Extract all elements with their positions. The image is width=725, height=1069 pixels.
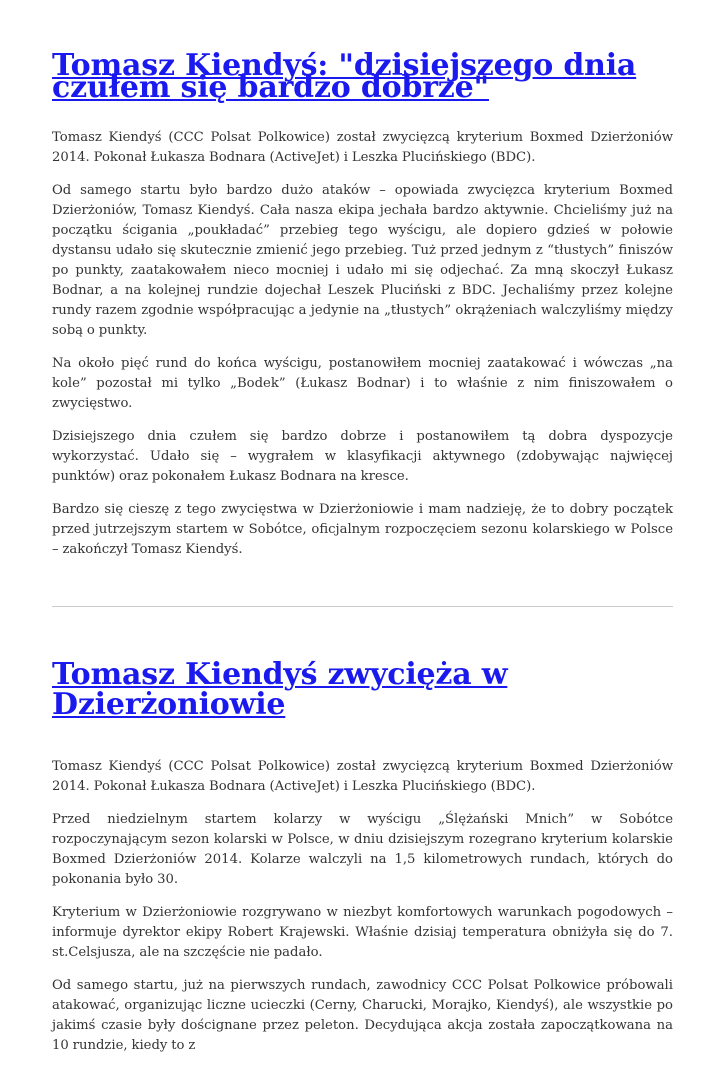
article-paragraph: Tomasz Kiendyś (CCC Polsat Polkowice) został zwycięzcą kryterium Boxmed Dzierżoniów 2014. Pokonał Łukasza Bodnara (ActiveJet) i Leszka Plucińskiego (BDC). — [52, 759, 673, 794]
article-title-link[interactable]: Tomasz Kiendyś: "dzisiejszego dnia czułem się bardzo dobrze" — [52, 48, 637, 105]
article-paragraph: Od samego startu, już na pierwszych rundach, zawodnicy CCC Polsat Polkowice próbowali atakować, organizując liczne ucieczki (Cerny, Charucki, Morajko, Kiendyś), ale wszystkie po jakimś czasie były doścignane przez peleton. Decydująca akcja została zapoczątkowana na 10 rundzie, kiedy to z — [52, 978, 673, 1053]
article-body — [52, 757, 673, 1056]
article-paragraph: Tomasz Kiendyś (CCC Polsat Polkowice) został zwycięzcą kryterium Boxmed Dzierżoniów 2014. Pokonał Łukasza Bodnara (ActiveJet) i Leszka Plucińskiego (BDC). — [52, 130, 673, 165]
article-2 — [52, 657, 673, 1056]
article-paragraph: Kryterium w Dzierżoniowie rozgrywano w niezbyt komfortowych warunkach pogodowych – informuje dyrektor ekipy Robert Krajewski. Właśnie dzisiaj temperatura obniżyła się do 7. st.Celsjusza, ale na szczęście nie padało. — [52, 905, 673, 960]
article-body — [52, 128, 673, 560]
article-separator — [52, 606, 673, 607]
article-paragraph: Bardzo się cieszę z tego zwycięstwa w Dzierżoniowie i mam nadzieję, że to dobry początek przed jutrzejszym startem w Sobótce, oficjalnym rozpoczęciem sezonu kolarskiego w Polsce – zakończył Tomasz Kiendyś. — [52, 502, 673, 557]
article-paragraph: Od samego startu było bardzo dużo ataków – opowiada zwycięzca kryterium Boxmed Dzierżoniów, Tomasz Kiendyś. Cała nasza ekipa jechała bardzo aktywnie. Chcieliśmy już na początku ścigania „poukładać” przebieg tego wyścigu, ale dopiero gdzieś w połowie dystansu udało się skutecznie zmienić jego przebieg. Tuż przed jednym z “tłustych” finiszów po punkty, zaatakowałem nieco mocniej i udało mi się odjechać. Za mną skoczył Łukasz Bodnar, a na kolejnej rundzie dojechał Leszek Pluciński z BDC. Jechaliśmy przez kolejne rundy razem zgodnie współpracując a jedynie na „tłustych” okrążeniach walczyliśmy między sobą o punkty. — [52, 183, 673, 338]
article-title-link[interactable]: Tomasz Kiendyś zwycięża w Dzierżoniowie — [52, 657, 508, 722]
article-title — [52, 657, 673, 722]
article-1 — [52, 0, 673, 560]
article-title — [52, 0, 673, 105]
page-content — [52, 0, 673, 1069]
article-paragraph: Dzisiejszego dnia czułem się bardzo dobrze i postanowiłem tą dobra dyspozycje wykorzystać. Udało się – wygrałem w klasyfikacji aktywnego (zdobywając najwięcej punktów) oraz pokonałem Łukasz Bodnara na kresce. — [52, 429, 673, 484]
article-paragraph: Na około pięć rund do końca wyścigu, postanowiłem mocniej zaatakować i wówczas „na kole” pozostał mi tylko „Bodek” (Łukasz Bodnar) i to właśnie z nim finiszowałem o zwycięstwo. — [52, 356, 673, 411]
article-paragraph: Przed niedzielnym startem kolarzy w wyścigu „Ślężański Mnich” w Sobótce rozpoczynającym sezon kolarski w Polsce, w dniu dzisiejszym rozegrano kryterium kolarskie Boxmed Dzierżoniów 2014. Kolarze walczyli na 1,5 kilometrowych rundach, których do pokonania było 30. — [52, 812, 673, 887]
